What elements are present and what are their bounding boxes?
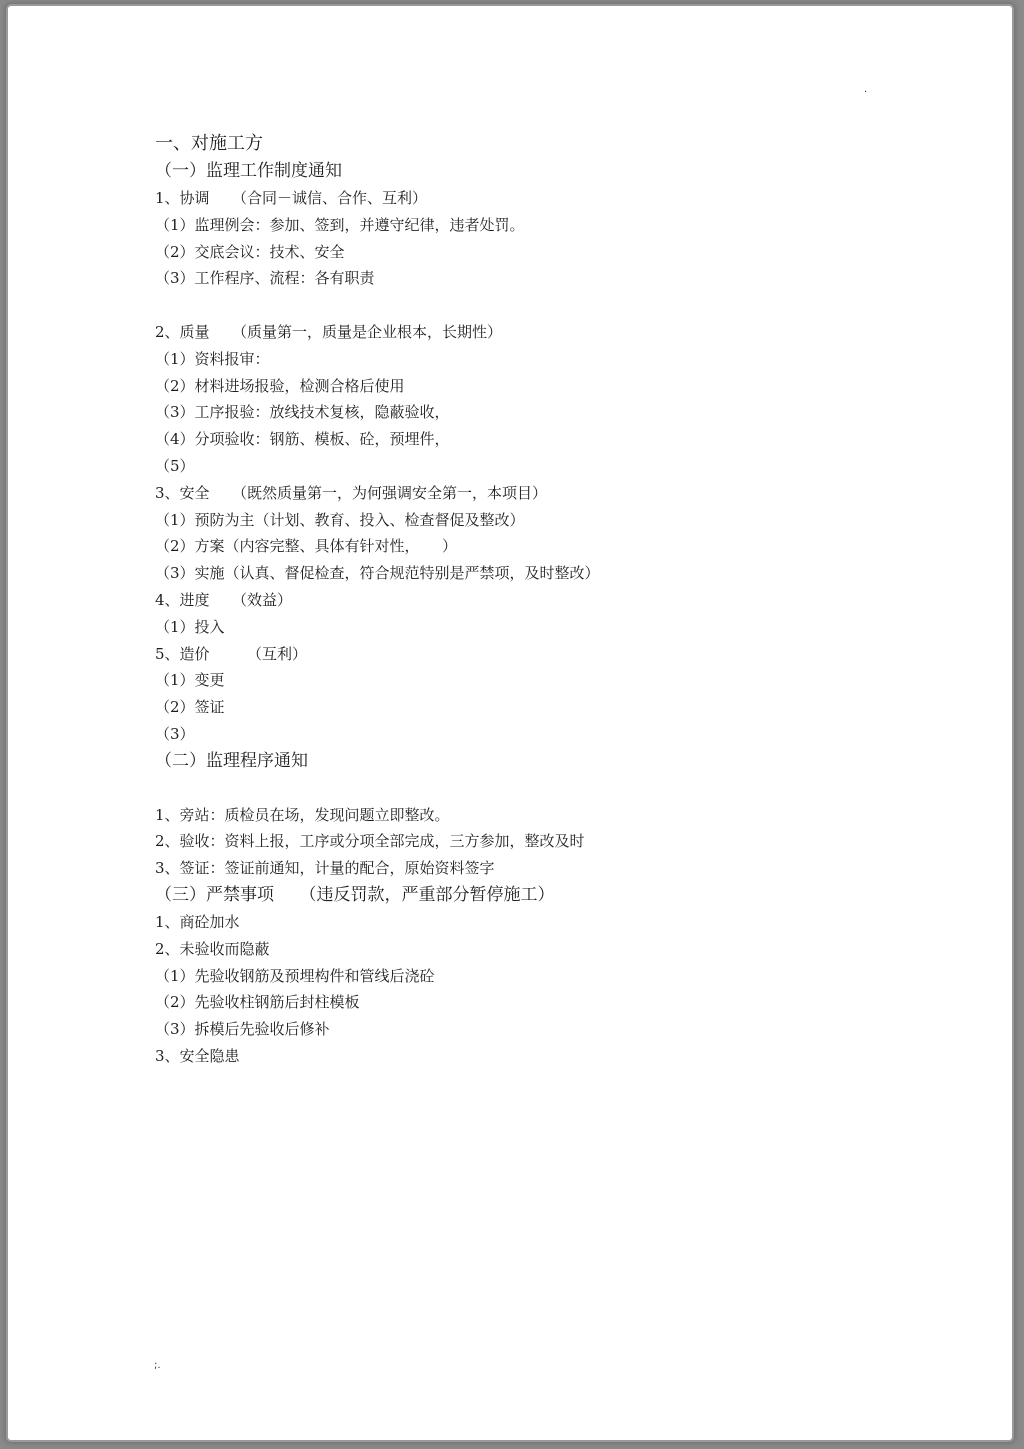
text-line: 3、安全隐患: [155, 1046, 240, 1065]
section-heading: （一）监理工作制度通知: [155, 161, 342, 181]
text-line: 2、验收：资料上报，工序或分项全部完成，三方参加，整改及时: [155, 832, 585, 851]
text-line: 2、未验收而隐蔽: [155, 939, 270, 958]
text-line: （2）交底会议：技术、安全: [155, 242, 345, 261]
text-line: （1）先验收钢筋及预埋构件和管线后浇砼: [155, 966, 435, 985]
text-line: （3）工作程序、流程：各有职责: [155, 269, 375, 288]
text-line: （3）工序报验：放线技术复核，隐蔽验收，: [155, 403, 450, 422]
text-line: 1、旁站：质检员在场，发现问题立即整改。: [155, 805, 450, 824]
text-line: （2）材料进场报验，检测合格后使用: [155, 376, 405, 395]
text-line: 4、进度 （效益）: [155, 590, 293, 609]
text-line: 3、签证：签证前通知，计量的配合，原始资料签字: [155, 859, 495, 878]
document-page: [8, 6, 1012, 1440]
text-line: （1）监理例会：参加、签到，并遵守纪律，违者处罚。: [155, 215, 525, 234]
text-line: （4）分项验收：钢筋、模板、砼，预埋件，: [155, 430, 450, 449]
bottom-left-mark: ;.: [154, 1360, 161, 1371]
text-line: 3、安全 （既然质量第一，为何强调安全第一，本项目）: [155, 483, 548, 502]
section-heading: 一、对施工方: [155, 133, 263, 154]
text-line: 1、协调 （合同－诚信、合作、互利）: [155, 189, 428, 207]
text-line: （3）实施（认真、督促检查，符合规范特别是严禁项，及时整改）: [155, 564, 600, 583]
text-line: 1、商砼加水: [155, 912, 240, 931]
section-heading: （三）严禁事项 （违反罚款，严重部分暂停施工）: [155, 884, 555, 905]
text-line: （1）投入: [155, 617, 225, 636]
document-body: [155, 130, 855, 1070]
text-line: （2）签证: [155, 698, 225, 717]
section-heading: （二）监理程序通知: [155, 750, 308, 771]
text-line: （2）方案（内容完整、具体有针对性， ）: [155, 537, 458, 556]
blank-line: [155, 292, 855, 319]
text-line: （3）拆模后先验收后修补: [155, 1020, 330, 1039]
text-line: （3）: [155, 724, 195, 743]
text-line: （1）预防为主（计划、教育、投入、检查督促及整改）: [155, 510, 525, 529]
text-line: 5、造价 （互利）: [155, 644, 308, 663]
blank-line: [155, 775, 855, 802]
text-line: 2、质量 （质量第一，质量是企业根本，长期性）: [155, 322, 503, 341]
top-right-dot: .: [864, 84, 868, 95]
text-line: （1）资料报审：: [155, 349, 270, 368]
text-line: （1）变更: [155, 671, 225, 690]
text-line: （5）: [155, 456, 195, 475]
text-line: （2）先验收柱钢筋后封柱模板: [155, 993, 360, 1012]
